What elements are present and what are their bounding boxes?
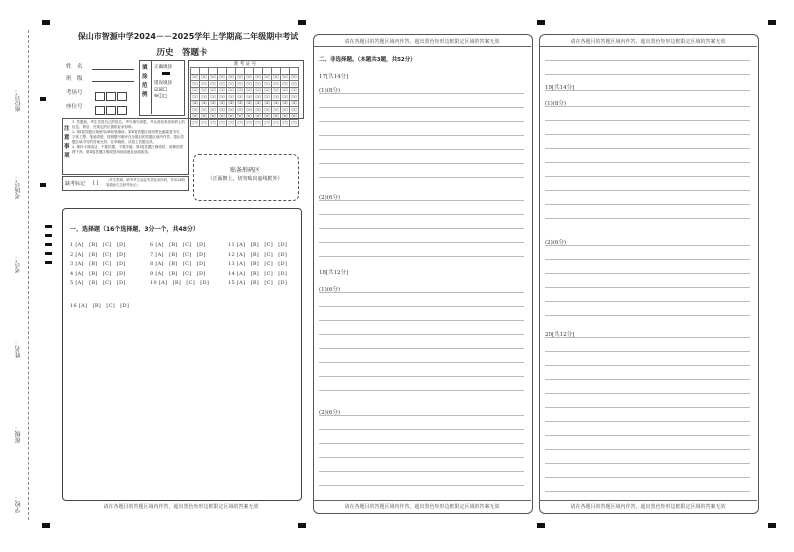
warning-note: 请在各题目的答题区域内作答，超出黑色矩形边框限定区域的答案无效 bbox=[570, 504, 726, 510]
id-digit-bubble[interactable]: [6] bbox=[264, 114, 270, 119]
timing-mark bbox=[45, 261, 52, 264]
warning-note: 请在各题目的答题区域内作答，超出黑色矩形边框限定区域的答案无效 bbox=[103, 504, 259, 510]
id-digit-bubble[interactable]: [6] bbox=[291, 114, 297, 119]
answer-line[interactable] bbox=[319, 443, 524, 444]
id-digit-bubble[interactable]: [6] bbox=[201, 114, 207, 119]
choice-row[interactable]: 11 [A] [B] [C] [D] bbox=[228, 242, 288, 248]
answer-line[interactable] bbox=[545, 315, 750, 316]
id-digit-bubble[interactable]: [3] bbox=[264, 94, 270, 99]
notice-item: 1. 答题前，考生先将自己的姓名、考号填写清楚，并认真检查条形码上的信息，核后，在规定的位置贴好条形码。 bbox=[72, 120, 185, 129]
answer-line[interactable] bbox=[319, 429, 524, 430]
answer-line[interactable] bbox=[319, 471, 524, 472]
notice-item: 3. 保持卡面清洁，不要折叠、不要弄破。第Ⅰ卷答题区修改时，用橡皮擦擦干净。第Ⅱ卷答题区修改禁用涂改液及涂改胶条。 bbox=[72, 145, 183, 154]
timing-mark bbox=[42, 523, 50, 528]
answer-line[interactable] bbox=[545, 379, 750, 380]
id-digit-bubble[interactable]: [0] bbox=[228, 75, 234, 80]
answer-line[interactable] bbox=[319, 320, 524, 321]
answer-line[interactable] bbox=[545, 176, 750, 177]
answer-line[interactable] bbox=[545, 463, 750, 464]
id-digit-bubble[interactable]: [5] bbox=[228, 107, 234, 112]
id-digit-bubble[interactable]: [7] bbox=[255, 120, 261, 125]
id-digit-bubble[interactable]: [3] bbox=[192, 94, 198, 99]
choice-row[interactable]: 9 [A] [B] [C] [D] bbox=[150, 270, 206, 277]
id-digit-bubble[interactable]: [4] bbox=[282, 101, 288, 106]
id-digit-bubble[interactable]: [5] bbox=[282, 107, 288, 112]
name-label: 姓 名 bbox=[66, 64, 83, 70]
id-digit-bubble[interactable]: [4] bbox=[273, 101, 279, 106]
id-digit-bubble[interactable]: [1] bbox=[291, 81, 297, 86]
id-digit-bubble[interactable]: [3] bbox=[273, 94, 279, 99]
warning-note: 请在各题目的答题区域内作答，超出黑色矩形边框限定区域的答案无效 bbox=[344, 504, 500, 510]
timing-mark bbox=[42, 20, 50, 25]
answer-line[interactable] bbox=[545, 134, 750, 135]
choice-row[interactable]: 12 [A] [B] [C] [D] bbox=[228, 251, 288, 258]
choice-row[interactable]: 4 [A] [B] [C] [D] bbox=[70, 270, 126, 277]
id-digit-bubble[interactable]: [4] bbox=[237, 101, 243, 106]
id-digit-bubble[interactable]: [3] bbox=[228, 94, 234, 99]
q18-2-label: (2)(6分) bbox=[319, 410, 341, 416]
answer-line[interactable] bbox=[319, 177, 524, 178]
answer-line[interactable] bbox=[545, 60, 750, 61]
timing-mark bbox=[298, 523, 306, 528]
id-digit-bubble[interactable]: [4] bbox=[210, 101, 216, 106]
choice-row[interactable]: 2 [A] [B] [C] [D] bbox=[70, 251, 126, 258]
id-digit-bubble[interactable]: [7] bbox=[219, 120, 225, 125]
choice-row[interactable]: 14 [A] [B] [C] [D] bbox=[228, 270, 288, 277]
id-digit-bubble[interactable]: [4] bbox=[219, 101, 225, 106]
id-digit-bubble[interactable]: [7] bbox=[273, 120, 279, 125]
id-digit-bubble[interactable]: [4] bbox=[264, 101, 270, 106]
answer-line[interactable] bbox=[319, 457, 524, 458]
answer-line[interactable] bbox=[319, 362, 524, 363]
absent-note: （考生禁填，缺考考生由监考员贴条形码，并用2B铅笔填涂左边缺考标记） bbox=[106, 178, 186, 187]
id-digit-bubble[interactable]: [7] bbox=[246, 120, 252, 125]
id-digit-bubble[interactable]: [0] bbox=[219, 75, 225, 80]
choice-row[interactable]: 10 [A] [B] [C] [D] bbox=[150, 280, 210, 286]
answer-line[interactable] bbox=[545, 435, 750, 436]
answer-line[interactable] bbox=[545, 273, 750, 274]
id-digit-bubble[interactable]: [5] bbox=[210, 107, 216, 112]
id-digit-bubble[interactable]: [2] bbox=[264, 88, 270, 93]
answer-line[interactable] bbox=[545, 190, 750, 191]
choice-row[interactable]: 1 [A] [B] [C] [D] bbox=[70, 242, 126, 248]
answer-line[interactable] bbox=[319, 228, 524, 229]
q18-1-label: (1)(6分) bbox=[319, 287, 341, 293]
answer-line[interactable] bbox=[545, 120, 750, 121]
answer-line[interactable] bbox=[545, 351, 750, 352]
id-digit-bubble[interactable]: [2] bbox=[219, 88, 225, 93]
q20-label: 20[共12分] bbox=[545, 332, 575, 338]
id-digit-bubble[interactable]: [1] bbox=[228, 81, 234, 86]
id-digit-bubble[interactable]: [3] bbox=[246, 94, 252, 99]
notice-item: 2. 第Ⅰ卷答题区域使用2B铅笔填涂，第Ⅱ卷答题区域用黑色碳素笔书写，字体工整、笔迹清楚。按照题号顺序在各题目的答题区域内作答，超出答题区域书写的答案无效；在草稿纸、试卷上答题无效。 bbox=[72, 130, 184, 144]
choice-row[interactable]: 15 [A] [B] [C] [D] bbox=[228, 280, 288, 286]
id-digit-bubble[interactable]: [1] bbox=[282, 81, 288, 86]
timing-mark bbox=[537, 20, 545, 25]
id-digit-bubble[interactable]: [4] bbox=[228, 101, 234, 106]
correct-fill-label: 正确填涂 bbox=[154, 65, 172, 70]
id-digit-bubble[interactable]: [4] bbox=[192, 101, 198, 106]
answer-line[interactable] bbox=[545, 90, 750, 91]
id-digit-bubble[interactable]: [5] bbox=[255, 107, 261, 112]
absent-label: 缺考标记 bbox=[65, 181, 86, 187]
id-digit-bubble[interactable]: [4] bbox=[291, 101, 297, 106]
answer-line[interactable] bbox=[545, 491, 750, 492]
id-digit-bubble[interactable]: [0] bbox=[237, 75, 243, 80]
wrong-fill-icons: ☑☒☐ ⊖◫◻ bbox=[154, 87, 168, 99]
choice-row[interactable]: 6 [A] [B] [C] [D] bbox=[150, 242, 206, 248]
id-digit-bubble[interactable]: [2] bbox=[246, 88, 252, 93]
q19-label: 19[共14分] bbox=[545, 85, 575, 91]
id-digit-bubble[interactable]: [6] bbox=[255, 114, 261, 119]
id-digit-bubble[interactable]: [7] bbox=[210, 120, 216, 125]
id-digit-bubble[interactable]: [3] bbox=[201, 94, 207, 99]
id-digit-bubble[interactable]: [0] bbox=[210, 75, 216, 80]
answer-line[interactable] bbox=[319, 376, 524, 377]
answer-line[interactable] bbox=[319, 149, 524, 150]
answer-line[interactable] bbox=[319, 93, 524, 94]
id-grid-title: 准 考 证 号 bbox=[233, 62, 257, 67]
choice-row[interactable]: 8 [A] [B] [C] [D] bbox=[150, 261, 206, 267]
choice-row[interactable]: 16 [A] [B] [C] [D] bbox=[70, 303, 130, 309]
id-digit-bubble[interactable]: [4] bbox=[201, 101, 207, 106]
wrong-fill-label: 错误填涂 bbox=[154, 81, 172, 86]
timing-mark bbox=[537, 523, 545, 528]
answer-line[interactable] bbox=[545, 259, 750, 260]
timing-mark bbox=[768, 20, 776, 25]
id-digit-bubble[interactable]: [5] bbox=[219, 107, 225, 112]
id-digit-bubble[interactable]: [1] bbox=[192, 81, 198, 86]
warning-note: 请在各题目的答题区域内作答，超出黑色矩形边框限定区域的答案无效 bbox=[570, 39, 726, 45]
id-digit-bubble[interactable]: [2] bbox=[291, 88, 297, 93]
id-digit-bubble[interactable]: [2] bbox=[237, 88, 243, 93]
answer-line[interactable] bbox=[319, 485, 524, 486]
q19-2-label: (2)(6分) bbox=[545, 240, 567, 246]
id-digit-bubble[interactable]: [7] bbox=[264, 120, 270, 125]
answer-line[interactable] bbox=[545, 74, 750, 75]
id-digit-bubble[interactable]: [2] bbox=[228, 88, 234, 93]
id-digit-bubble[interactable]: [2] bbox=[210, 88, 216, 93]
answer-line[interactable] bbox=[545, 421, 750, 422]
q17-2-label: (2)(6分) bbox=[319, 195, 341, 201]
side-examno-label: 考号： bbox=[15, 255, 22, 273]
id-digit-bubble[interactable]: [0] bbox=[291, 75, 297, 80]
id-digit-bubble[interactable]: [7] bbox=[192, 120, 198, 125]
answer-line[interactable] bbox=[319, 200, 524, 201]
id-digit-bubble[interactable]: [6] bbox=[219, 114, 225, 119]
id-grid[interactable] bbox=[190, 67, 299, 127]
choice-row[interactable]: 7 [A] [B] [C] [D] bbox=[150, 251, 206, 258]
notice-title: 注意事项 bbox=[64, 126, 70, 159]
answer-line[interactable] bbox=[319, 214, 524, 215]
side-school-label: 学校： bbox=[15, 495, 22, 513]
class-label: 班 级 bbox=[66, 76, 83, 82]
answer-line[interactable] bbox=[545, 245, 750, 246]
id-digit-bubble[interactable]: [2] bbox=[201, 88, 207, 93]
id-digit-bubble[interactable]: [0] bbox=[264, 75, 270, 80]
answer-line[interactable] bbox=[545, 393, 750, 394]
answer-line[interactable] bbox=[545, 218, 750, 219]
barcode-title: 贴条形码区 bbox=[229, 167, 260, 174]
timing-mark bbox=[768, 523, 776, 528]
id-digit-bubble[interactable]: [7] bbox=[291, 120, 297, 125]
timing-mark bbox=[298, 20, 306, 25]
side-seat-label: 座位号： bbox=[15, 88, 22, 112]
warning-note: 请在各题目的答题区域内作答，超出黑色矩形边框限定区域的答案无效 bbox=[344, 39, 500, 45]
choice-row[interactable]: 5 [A] [B] [C] [D] bbox=[70, 280, 126, 286]
answer-line[interactable] bbox=[319, 256, 524, 257]
answer-line[interactable] bbox=[545, 337, 750, 338]
answer-line[interactable] bbox=[545, 407, 750, 408]
id-digit-bubble[interactable]: [6] bbox=[237, 114, 243, 119]
id-digit-bubble[interactable]: [1] bbox=[246, 81, 252, 86]
page-subtitle: 历史 答题卡 bbox=[156, 48, 208, 58]
answer-line[interactable] bbox=[545, 365, 750, 366]
id-digit-bubble[interactable]: [2] bbox=[255, 88, 261, 93]
answer-line[interactable] bbox=[319, 348, 524, 349]
room-label: 考场号 bbox=[66, 90, 83, 96]
q17-label: 17[共14分] bbox=[319, 74, 349, 80]
fill-example-title: 填涂范例 bbox=[142, 65, 148, 98]
timing-mark bbox=[45, 234, 52, 237]
answer-line[interactable] bbox=[545, 477, 750, 478]
id-digit-bubble[interactable]: [5] bbox=[246, 107, 252, 112]
id-digit-bubble[interactable]: [1] bbox=[264, 81, 270, 86]
id-digit-bubble[interactable]: [5] bbox=[291, 107, 297, 112]
timing-mark bbox=[40, 97, 46, 101]
id-digit-bubble[interactable]: [0] bbox=[201, 75, 207, 80]
timing-mark bbox=[45, 252, 52, 255]
id-digit-bubble[interactable]: [2] bbox=[273, 88, 279, 93]
id-digit-bubble[interactable]: [5] bbox=[192, 107, 198, 112]
answer-line[interactable] bbox=[319, 415, 524, 416]
id-digit-bubble[interactable]: [6] bbox=[273, 114, 279, 119]
answer-line[interactable] bbox=[319, 390, 524, 391]
id-digit-bubble[interactable]: [1] bbox=[255, 81, 261, 86]
id-digit-bubble[interactable]: [1] bbox=[219, 81, 225, 86]
id-digit-bubble[interactable]: [6] bbox=[228, 114, 234, 119]
page-title: 保山市智源中学2024－－2025学年上学期高二年级期中考试 bbox=[77, 32, 299, 41]
timing-mark bbox=[45, 225, 52, 228]
answer-line[interactable] bbox=[319, 292, 524, 293]
id-digit-bubble[interactable]: [1] bbox=[273, 81, 279, 86]
id-digit-bubble[interactable]: [3] bbox=[210, 94, 216, 99]
id-digit-bubble[interactable]: [4] bbox=[246, 101, 252, 106]
choice-row[interactable]: 3 [A] [B] [C] [D] bbox=[70, 261, 126, 267]
id-digit-bubble[interactable]: [1] bbox=[237, 81, 243, 86]
answer-line[interactable] bbox=[319, 121, 524, 122]
absent-checkbox[interactable]: [ ] bbox=[93, 180, 99, 186]
id-digit-bubble[interactable]: [5] bbox=[273, 107, 279, 112]
id-digit-bubble[interactable]: [7] bbox=[201, 120, 207, 125]
id-digit-bubble[interactable]: [6] bbox=[192, 114, 198, 119]
seat-label: 座位号 bbox=[66, 104, 83, 110]
answer-line[interactable] bbox=[319, 135, 524, 136]
q19-1-label: (1)(8分) bbox=[545, 101, 567, 107]
id-digit-bubble[interactable]: [2] bbox=[192, 88, 198, 93]
id-digit-bubble[interactable]: [6] bbox=[246, 114, 252, 119]
id-digit-bubble[interactable]: [1] bbox=[210, 81, 216, 86]
id-digit-bubble[interactable]: [3] bbox=[282, 94, 288, 99]
id-digit-bubble[interactable]: [0] bbox=[246, 75, 252, 80]
answer-line[interactable] bbox=[545, 106, 750, 107]
choice-title: 一、选择题（16个选择题，3分一个，共48分） bbox=[70, 226, 199, 233]
id-digit-bubble[interactable]: [5] bbox=[237, 107, 243, 112]
correct-fill-icon bbox=[162, 72, 170, 75]
answer-line[interactable] bbox=[319, 306, 524, 307]
id-digit-bubble[interactable]: [6] bbox=[210, 114, 216, 119]
id-digit-bubble[interactable]: [6] bbox=[282, 114, 288, 119]
id-digit-bubble[interactable]: [5] bbox=[201, 107, 207, 112]
id-digit-bubble[interactable]: [3] bbox=[291, 94, 297, 99]
id-digit-bubble[interactable]: [5] bbox=[264, 107, 270, 112]
binding-line bbox=[28, 30, 29, 520]
name-field[interactable] bbox=[92, 69, 134, 70]
timing-mark bbox=[45, 243, 52, 246]
answer-line[interactable] bbox=[545, 301, 750, 302]
barcode-note: （正面朝上，切勿贴出虚线框外） bbox=[207, 176, 283, 182]
q17-1-label: (1)(8分) bbox=[319, 88, 341, 94]
answer-line[interactable] bbox=[319, 163, 524, 164]
answer-line[interactable] bbox=[545, 204, 750, 205]
side-room-label: 考场号： bbox=[15, 175, 22, 199]
q18-label: 18[共12分] bbox=[319, 270, 349, 276]
id-digit-bubble[interactable]: [0] bbox=[255, 75, 261, 80]
id-digit-bubble[interactable]: [0] bbox=[192, 75, 198, 80]
timing-mark bbox=[40, 183, 46, 187]
answer-line[interactable] bbox=[319, 242, 524, 243]
id-digit-bubble[interactable]: [3] bbox=[237, 94, 243, 99]
id-digit-bubble[interactable]: [0] bbox=[282, 75, 288, 80]
answer-line[interactable] bbox=[545, 449, 750, 450]
id-digit-bubble[interactable]: [0] bbox=[273, 75, 279, 80]
answer-line[interactable] bbox=[545, 148, 750, 149]
id-digit-bubble[interactable]: [4] bbox=[255, 101, 261, 106]
notice-text bbox=[72, 120, 185, 155]
side-class-label: 班级： bbox=[15, 425, 22, 443]
choice-row[interactable]: 13 [A] [B] [C] [D] bbox=[228, 261, 288, 267]
side-name-label: 姓名： bbox=[15, 340, 22, 358]
id-digit-bubble[interactable]: [1] bbox=[201, 81, 207, 86]
id-digit-bubble[interactable]: [7] bbox=[282, 120, 288, 125]
answer-line[interactable] bbox=[319, 107, 524, 108]
part2-title: 二、非选择题。（本题共3题，共52分） bbox=[319, 57, 416, 63]
id-digit-bubble[interactable]: [3] bbox=[255, 94, 261, 99]
answer-line[interactable] bbox=[319, 334, 524, 335]
id-digit-bubble[interactable]: [7] bbox=[228, 120, 234, 125]
answer-line[interactable] bbox=[545, 162, 750, 163]
answer-line[interactable] bbox=[545, 287, 750, 288]
class-field[interactable] bbox=[92, 81, 134, 82]
id-digit-bubble[interactable]: [3] bbox=[219, 94, 225, 99]
id-digit-bubble[interactable]: [2] bbox=[282, 88, 288, 93]
seat-boxes[interactable] bbox=[94, 100, 127, 119]
id-digit-bubble[interactable]: [7] bbox=[237, 120, 243, 125]
